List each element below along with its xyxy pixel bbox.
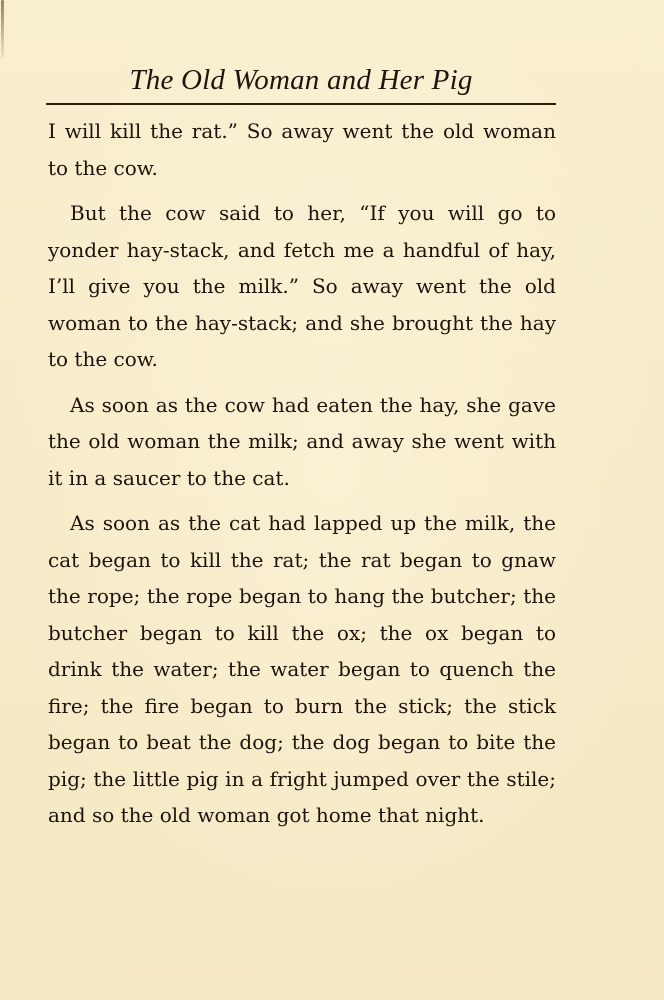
paragraph-1: I will kill the rat.” So away went the old woman to the cow. <box>48 119 556 180</box>
paragraph-3: As soon as the cow had eaten the hay, she gave the old woman the milk; and away she went with it in a saucer to the cat. <box>48 392 556 490</box>
header-rule <box>46 103 556 105</box>
paragraph-4: As soon as the cat had lapped up the milk, the cat began to kill the rat; the rat began to gnaw the rope; the rope began to hang the butcher; the butcher began to kill the ox; the ox began to drink the water; the water began to quench the fire; the fire began to burn the stick; the stick began to beat the dog; the dog began to bite the pig; the little pig in a fright jumped over the stile; and so the old woman got home that night. <box>48 511 556 827</box>
page-edge-mark <box>1 0 4 58</box>
paragraph-2: But the cow said to her, “If you will go to yonder hay-stack, and fetch me a handful of hay, I’ll give you the milk.” So away went the old woman to the hay-stack; and she brought the hay to the cow. <box>48 201 556 371</box>
running-head-title: The Old Woman and Her Pig <box>129 64 473 96</box>
body-text <box>48 113 556 843</box>
